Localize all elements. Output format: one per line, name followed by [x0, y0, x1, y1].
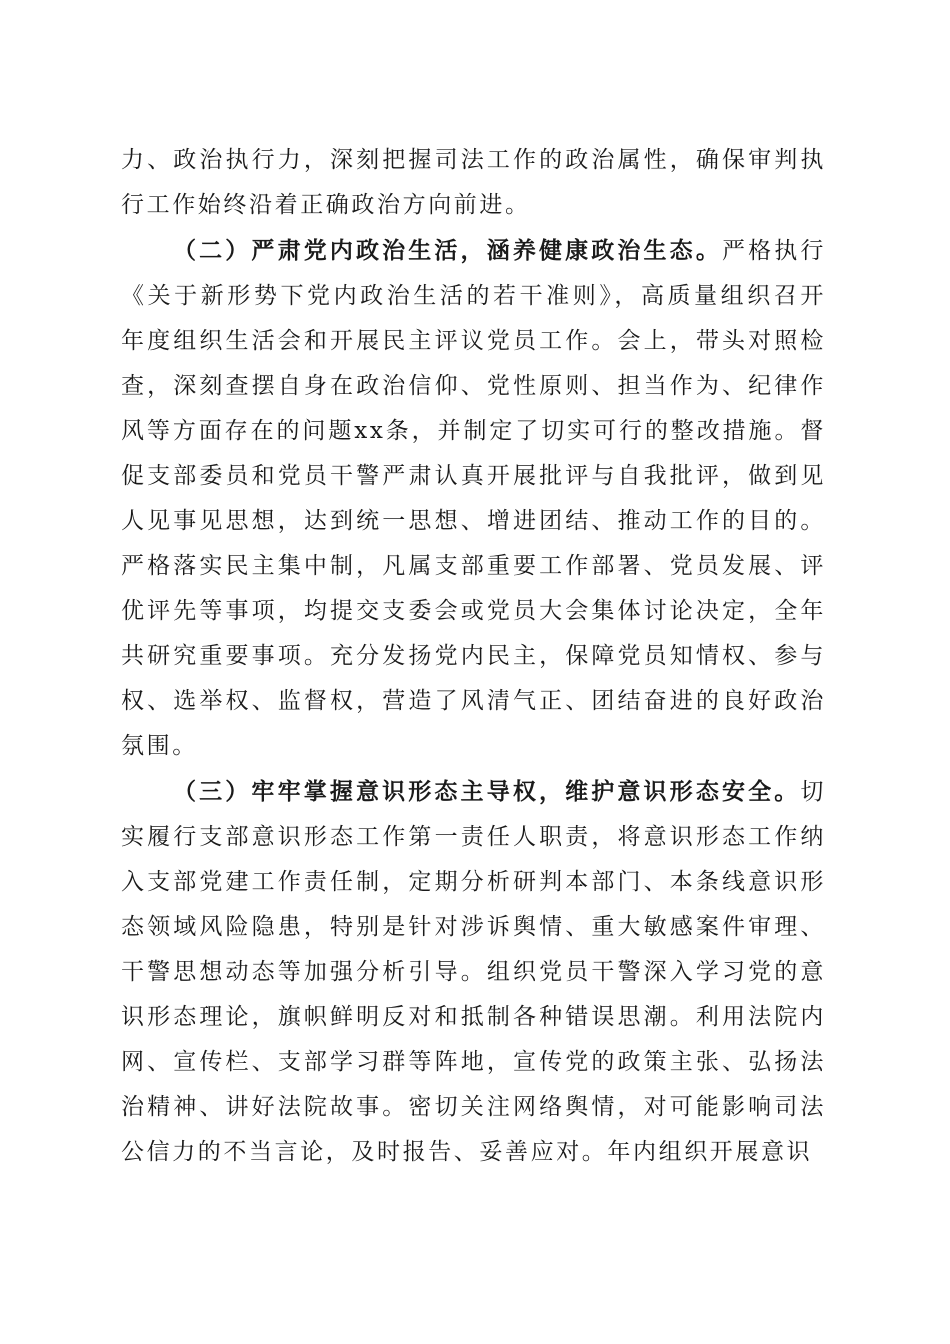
paragraph-1-body: 力、政治执行力，深刻把握司法工作的政治属性，确保审判执行工作始终沿着正确政治方向前进。	[121, 147, 826, 218]
section-2-body: 严格执行《关于新形势下党内政治生活的若干准则》，高质量组织召开年度组织生活会和开展民主评议党员工作。会上，带头对照检查，深刻查摆自身在政治信仰、党性原则、担当作为、纪律作风等方面存在的问题xx条，并制定了切实可行的整改措施。督促支部委员和党员干警严肃认真开展批评与自我批评，做到见人见事见思想，达到统一思想、增进团结、推动工作的目的。严格落实民主集中制，凡属支部重要工作部署、党员发展、评优评先等事项，均提交支委会或党员大会集体讨论决定，全年共研究重要事项。充分发扬党内民主，保障党员知情权、参与权、选举权、监督权，营造了风清气正、团结奋进的良好政治氛围。	[121, 238, 826, 759]
paragraph-continuation	[121, 138, 826, 228]
document-body	[121, 138, 826, 1175]
paragraph-section-3	[121, 769, 826, 1175]
paragraph-section-2	[121, 228, 826, 769]
section-3-heading: （三）牢牢掌握意识形态主导权，维护意识形态安全。	[173, 778, 801, 805]
section-3-body: 切实履行支部意识形态工作第一责任人职责，将意识形态工作纳入支部党建工作责任制，定期分析研判本部门、本条线意识形态领域风险隐患，特别是针对涉诉舆情、重大敏感案件审理、干警思想动态等加强分析引导。组织党员干警深入学习党的意识形态理论，旗帜鲜明反对和抵制各种错误思潮。利用法院内网、宣传栏、支部学习群等阵地，宣传党的政策主张、弘扬法治精神、讲好法院故事。密切关注网络舆情，对可能影响司法公信力的不当言论，及时报告、妥善应对。年内组织开展意识	[121, 779, 826, 1165]
section-2-heading: （二）严肃党内政治生活，涵养健康政治生态。	[173, 237, 722, 264]
